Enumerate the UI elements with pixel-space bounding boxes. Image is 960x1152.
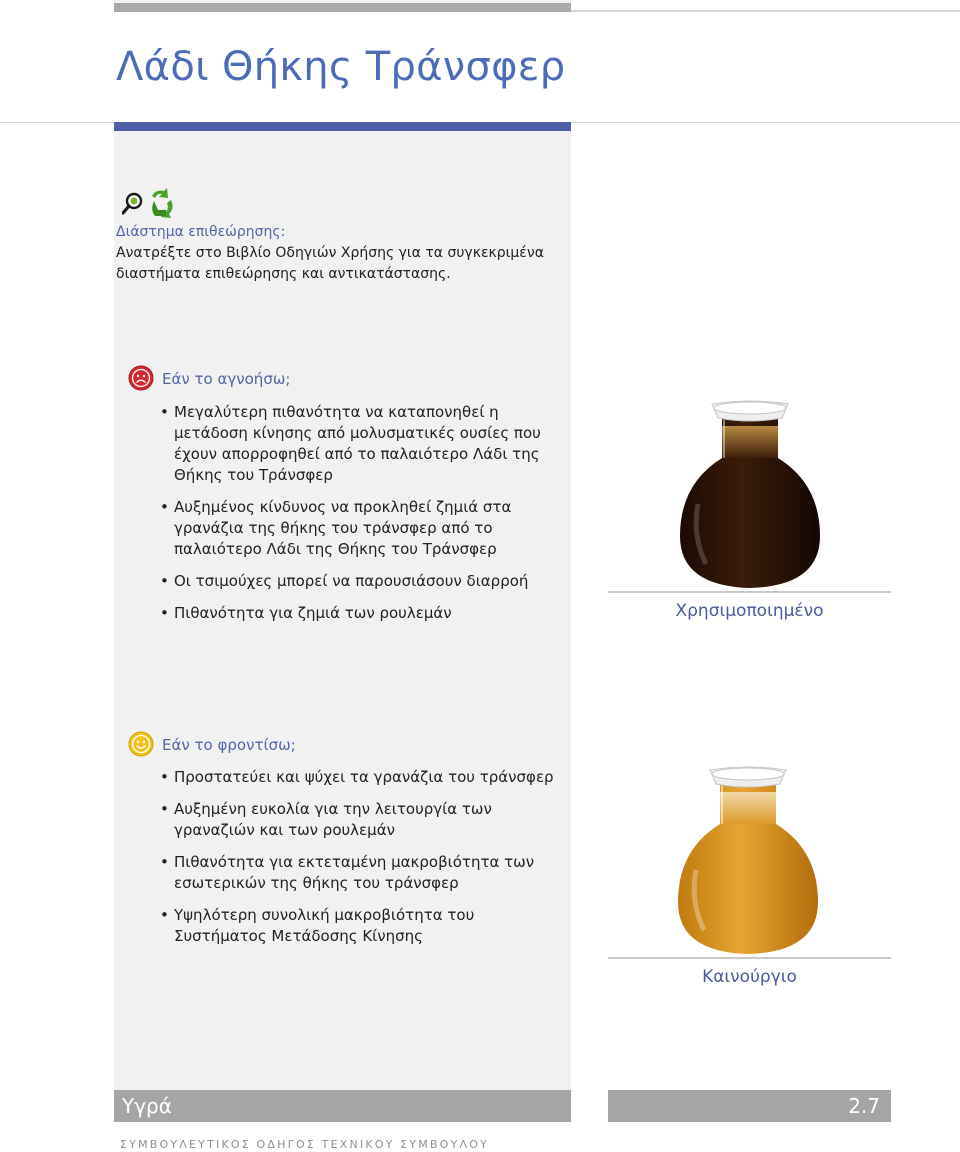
new-oil-beaker-image bbox=[670, 762, 826, 958]
ignore-heading: Εάν το αγνοήσω; bbox=[162, 370, 291, 388]
care-heading: Εάν το φροντίσω; bbox=[162, 736, 296, 754]
new-oil-caption: Καινούργιο bbox=[702, 967, 797, 987]
list-item: • Οι τσιμούχες μπορεί να παρουσιάσουν διαρροή bbox=[160, 571, 560, 592]
care-bullet-list bbox=[160, 767, 560, 958]
list-item: • Μεγαλύτερη πιθανότητα να καταπονηθεί η μετάδοση κίνησης από μολυσματικές ουσίες που έχουν απορροφηθεί από το παλαιότερο Λάδι της Θήκης του Τράνσφερ bbox=[160, 402, 560, 486]
interval-text: Ανατρέξτε στο Βιβλίο Οδηγιών Χρήσης για τα συγκεκριμένα διαστήματα επιθεώρησης και αντικατάστασης. bbox=[116, 245, 544, 282]
sad-face-icon bbox=[128, 365, 154, 391]
title-accent-bar bbox=[114, 122, 571, 131]
footer-guide-title: ΣΥΜΒΟΥΛΕΥΤΙΚΟΣ ΟΔΗΓΟΣ ΤΕΧΝΙΚΟΥ ΣΥΜΒΟΥΛΟΥ bbox=[120, 1138, 489, 1151]
smiley-face-icon bbox=[128, 731, 154, 757]
list-item: • Προστατεύει και ψύχει τα γρανάζια του τράνσφερ bbox=[160, 767, 560, 788]
new-caption-divider bbox=[608, 957, 891, 959]
used-caption-divider bbox=[608, 591, 891, 593]
list-item: • Πιθανότητα για εκτεταμένη μακροβιότητα των εσωτερικών της θήκης του τράνσφερ bbox=[160, 852, 560, 894]
magnifier-icon bbox=[123, 194, 141, 213]
page-title: Λάδι Θήκης Τράνσφερ bbox=[116, 44, 566, 90]
page-number: 2.7 bbox=[848, 1094, 880, 1118]
list-item: • Αυξημένος κίνδυνος να προκληθεί ζημιά στα γρανάζια της θήκης του τράνσφερ από το παλαιότερο Λάδι της Θήκης του Τράνσφερ bbox=[160, 497, 560, 560]
used-oil-caption: Χρησιμοποιημένο bbox=[675, 601, 824, 621]
ignore-bullet-list bbox=[160, 402, 560, 635]
used-oil-beaker-image bbox=[672, 396, 828, 592]
list-item: • Υψηλότερη συνολική μακροβιότητα του Συστήματος Μετάδοσης Κίνησης bbox=[160, 905, 560, 947]
footer-section-bar bbox=[114, 1090, 571, 1122]
list-item: • Πιθανότητα για ζημιά των ρουλεμάν bbox=[160, 603, 560, 624]
footer-section-label: Υγρά bbox=[122, 1094, 172, 1118]
interval-icons bbox=[122, 188, 182, 220]
top-gray-bar bbox=[114, 3, 571, 12]
interval-label: Διάστημα επιθεώρησης: bbox=[116, 224, 286, 240]
recycle-arrows-icon bbox=[152, 188, 173, 218]
list-item: • Αυξημένη ευκολία για την λειτουργία των γραναζιών και των ρουλεμάν bbox=[160, 799, 560, 841]
